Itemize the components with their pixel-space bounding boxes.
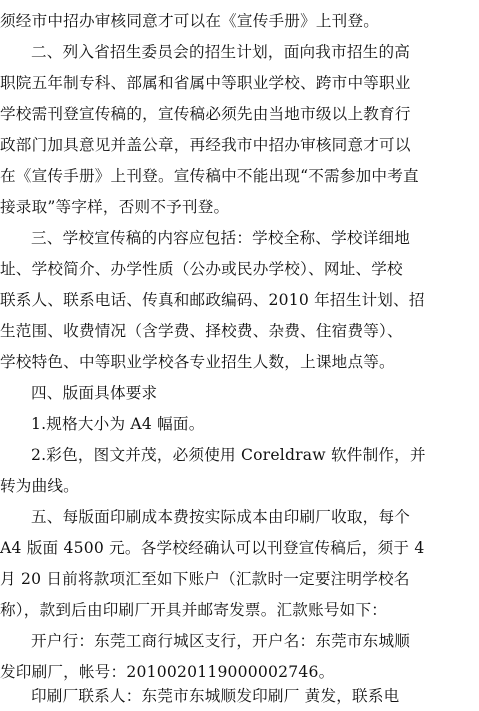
text-line: 2.彩色，图文并茂，必须使用 Coreldraw 软件制作，并 bbox=[31, 446, 426, 464]
text-line: 学校需刊登宣传稿的，宣传稿必须先由当地市级以上教育行 bbox=[0, 105, 411, 123]
text-line: 学校特色、中等职业学校各专业招生人数，上课地点等。 bbox=[0, 353, 395, 371]
text-line: 二、列入省招生委员会的招生计划，面向我市招生的高 bbox=[31, 43, 411, 61]
text-line: 1.规格大小为 A4 幅面。 bbox=[31, 415, 205, 433]
text-line: 须经市中招办审核同意才可以在《宣传手册》上刊登。 bbox=[0, 12, 380, 30]
section-heading: 四、版面具体要求 bbox=[31, 384, 158, 402]
text-line: 在《宣传手册》上刊登。宣传稿中不能出现“不需参加中考直 bbox=[0, 167, 419, 185]
text-line: 五、每版面印刷成本费按实际成本由印刷厂收取，每个 bbox=[31, 508, 411, 526]
text-line: 职院五年制专科、部属和省属中等职业学校、跨市中等职业 bbox=[0, 74, 411, 92]
text-line: 称），款到后由印刷厂开具并邮寄发票。汇款账号如下： bbox=[0, 601, 388, 619]
text-line: 发印刷厂，帐号：2010020119000002746。 bbox=[0, 663, 335, 681]
text-line: A4 版面 4500 元。各学校经确认可以刊登宣传稿后，须于 4 bbox=[0, 539, 425, 557]
text-line: 联系人、联系电话、传真和邮政编码、2010 年招生计划、招 bbox=[0, 291, 425, 309]
text-line: 生范围、收费情况（含学费、择校费、杂费、住宿费等）、 bbox=[0, 322, 403, 340]
text-line: 印刷厂联系人：东莞市东城顺发印刷厂 黄发，联系电 bbox=[31, 687, 400, 705]
text-line: 月 20 日前将款项汇至如下账户（汇款时一定要注明学校名 bbox=[0, 570, 410, 588]
text-line: 接录取”等字样，否则不予刊登。 bbox=[0, 198, 230, 216]
text-line: 三、学校宣传稿的内容应包括：学校全称、学校详细地 bbox=[31, 229, 411, 247]
text-line: 址、学校简介、办学性质（公办或民办学校）、网址、学校 bbox=[0, 260, 403, 278]
text-line: 开户行：东莞工商行城区支行，开户名：东莞市东城顺 bbox=[31, 632, 411, 650]
text-line: 政部门加具意见并盖公章，再经我市中招办审核同意才可以 bbox=[0, 136, 411, 154]
text-line: 转为曲线。 bbox=[0, 477, 79, 495]
